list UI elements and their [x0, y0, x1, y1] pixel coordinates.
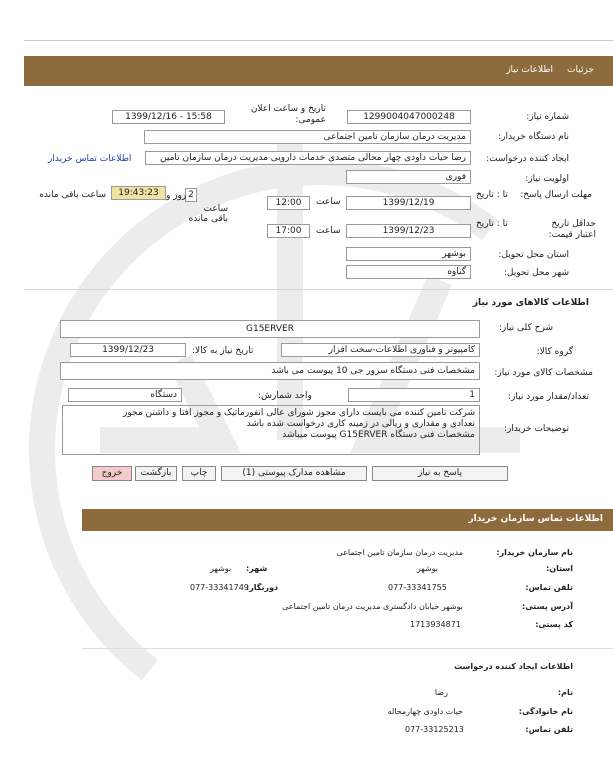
price-until-label: تا : تاریخ [476, 219, 508, 229]
group-field: کامپیوتر و فناوری اطلاعات-سخت افزار [281, 343, 480, 357]
top-divider [24, 40, 613, 41]
buyer-contact-link[interactable]: اطلاعات تماس خریدار [48, 154, 132, 164]
contact-province-value: بوشهر [416, 564, 438, 573]
contact-divider [82, 648, 613, 649]
buyer-notes-line-3: مشخصات فنی دستگاه G15ERVER پیوست میباشد [282, 430, 475, 440]
requester-name-value: رضا [434, 688, 448, 697]
exit-button[interactable]: خروج [92, 466, 132, 481]
specs-field: مشخصات فنی دستگاه سرور جی 10 پیوست می باشد [60, 362, 480, 380]
days-label: روز و [166, 191, 187, 201]
province-label: استان محل تحویل: [498, 250, 569, 260]
contact-section-title: اطلاعات تماس سازمان خریدار [468, 514, 603, 524]
price-time-label: ساعت [316, 226, 341, 236]
general-desc-label: شرح کلی نیاز: [498, 323, 553, 333]
announce-label: تاریخ و ساعت اعلان عمومی: [250, 104, 326, 125]
send-until-label: تا : تاریخ [476, 190, 508, 200]
need-date-field: 1399/12/23 [70, 343, 186, 357]
goods-section-title: اطلاعات کالاهای مورد نیاز [472, 298, 589, 308]
send-deadline-label: مهلت ارسال پاسخ: [520, 190, 592, 200]
contact-city-label: شهر: [246, 564, 268, 573]
qty-field: 1 [348, 388, 480, 402]
requester-phone-value: 077-33125213 [405, 725, 464, 734]
contact-section-bar [82, 509, 613, 531]
priority-label: اولویت نیاز: [525, 174, 569, 184]
print-button[interactable]: چاپ [182, 466, 216, 481]
city-field: گناوه [346, 265, 471, 279]
buyer-notes-label: توضیحات خریدار: [503, 424, 569, 434]
breadcrumb-current[interactable]: اطلاعات نیاز [506, 65, 553, 75]
contact-address-label: آدرس پستی: [522, 602, 573, 611]
requester-family-label: نام خانوادگی: [518, 707, 573, 716]
buyer-org-label: نام دستگاه خریدار: [498, 132, 569, 142]
send-deadline-date-field: 1399/12/19 [346, 196, 471, 210]
qty-label: تعداد/مقدار مورد نیاز: [508, 392, 589, 402]
price-validity-date-field: 1399/12/23 [346, 224, 471, 238]
remaining-hours-label: ساعت باقی مانده [39, 190, 106, 200]
specs-label: مشخصات کالای مورد نیاز: [494, 368, 593, 378]
contact-postal-value: 1713934871 [410, 620, 461, 629]
back-button[interactable]: بازگشت [135, 466, 177, 481]
days-remaining-field: 2 [185, 188, 197, 202]
contact-postal-label: کد پستی: [535, 620, 573, 629]
contact-phone-value: 077-33341755 [388, 583, 447, 592]
price-validity-time-field: 17:00 [267, 224, 310, 238]
contact-fax-label: دورنگار: [246, 583, 279, 592]
creator-label: ایجاد کننده درخواست: [486, 154, 569, 164]
breadcrumb-home[interactable]: جزئیات [567, 65, 594, 75]
requester-family-value: حیات داودی چهارمحاله [387, 707, 463, 716]
requester-name-label: نام: [557, 688, 573, 697]
buyer-org-field: مدیریت درمان سازمان تامین اجتماعی [144, 130, 471, 144]
contact-fax-value: 077-33341749 [190, 583, 249, 592]
send-time-label: ساعت [316, 197, 341, 207]
unit-label: واحد شمارش: [258, 391, 312, 401]
buyer-notes-line-1: شرکت تامین کننده می بایست دارای مجوز شورای عالی انفورماتیک و مجوز افتا و داشتن مجوز [123, 408, 475, 418]
requester-phone-label: تلفن تماس: [525, 725, 573, 734]
remaining-time-field: 19:43:23 [111, 186, 166, 200]
reply-button[interactable]: پاسخ به نیاز [372, 466, 508, 481]
unit-field: دستگاه [68, 388, 182, 402]
need-date-label: تاریخ نیاز به کالا: [192, 346, 254, 356]
province-field: بوشهر [346, 247, 471, 261]
contact-city-value: بوشهر [210, 564, 232, 573]
header-bar [24, 56, 613, 86]
price-validity-label: حداقل تاریخ اعتبار قیمت: [548, 219, 596, 240]
creator-field: رضا حیات داودی چهار محالی متصدی خدمات دارویی مدیریت درمان سازمان تامین [145, 151, 471, 165]
send-deadline-time-field: 12:00 [267, 196, 310, 210]
announce-field: 1399/12/16 - 15:58 [112, 110, 225, 124]
group-label: گروه کالا: [536, 347, 573, 357]
need-number-label: شماره نیاز: [526, 112, 569, 122]
priority-field: فوری [346, 170, 471, 184]
general-desc-field: G15ERVER [60, 320, 480, 338]
requester-section-title: اطلاعات ایجاد کننده درخواست [454, 662, 573, 671]
need-number-field: 1299004047000248 [347, 110, 471, 124]
contact-org-label: نام سازمان خریدار: [496, 548, 573, 557]
remaining-label: ساعت باقی مانده [188, 204, 228, 224]
section-divider [24, 289, 613, 290]
buyer-notes-line-2: تعدادی و مقداری و ریالی در زمینه کاری درخواست شده باشد [246, 419, 475, 429]
contact-org-value: مدیریت درمان سازمان تامین اجتماعی [336, 548, 463, 557]
contact-province-label: استان: [546, 564, 573, 573]
city-label: شهر محل تحویل: [503, 268, 569, 278]
contact-address-value: بوشهر خیابان دادگستری مدیریت درمان تامین اجتماعی [282, 602, 463, 611]
contact-phone-label: تلفن تماس: [525, 583, 573, 592]
attachments-button[interactable]: مشاهده مدارک پیوستی (1) [221, 466, 367, 481]
buyer-notes-field [62, 405, 480, 455]
